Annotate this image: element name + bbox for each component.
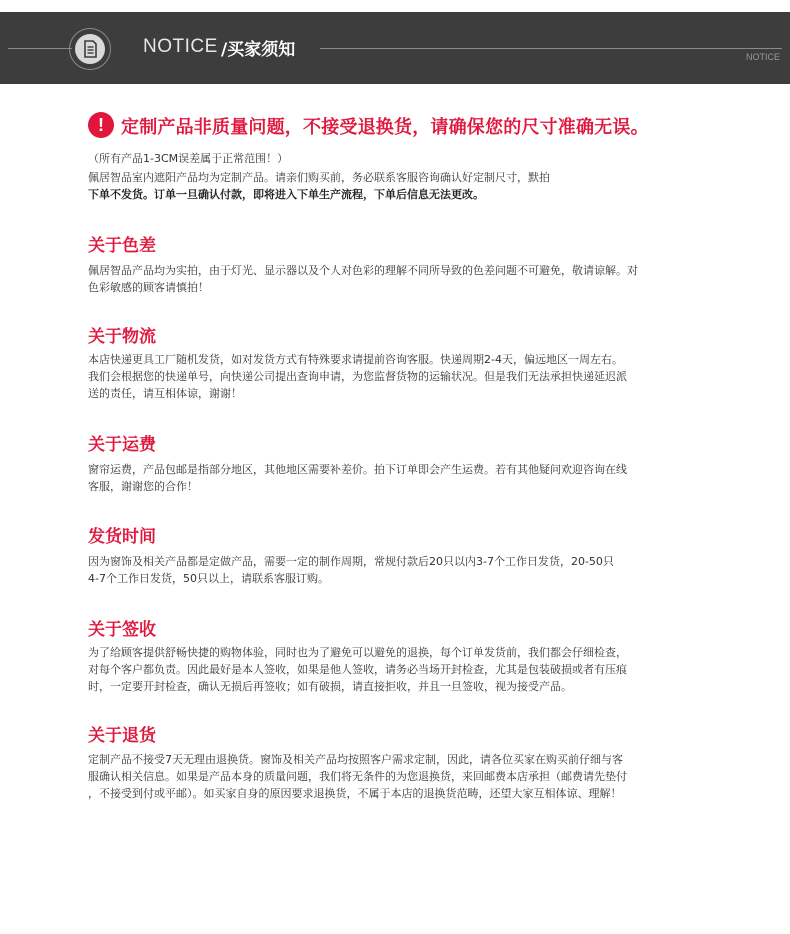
warning-body-line: 佩居智品室内遮阳产品均为定制产品。请亲们购买前，务必联系客服咨询确认好定制尺寸，默拍 (88, 171, 550, 184)
section-text-line: 为了给顾客提供舒畅快捷的购物体验，同时也为了避免可以避免的退换，每个订单发货前，我们都会仔细检查， (88, 646, 627, 659)
section-title-signing: 关于签收 (88, 620, 156, 640)
warning-note: （所有产品1-3CM误差属于正常范围！） (88, 152, 289, 165)
section-title-color: 关于色差 (88, 236, 156, 256)
section-text-line: 本店快递更具工厂随机发货，如对发货方式有特殊要求请提前咨询客服。快递周期2-4天，偏远地区一周左右。 (88, 353, 623, 366)
section-text-line: 4-7个工作日发货，50只以上，请联系客服订购。 (88, 572, 329, 585)
section-text-line: ，不接受到付或平邮）。如买家自身的原因要求退换货，不属于本店的退换货范畴，还望大家互相体谅、理解！ (88, 787, 622, 800)
section-text-line: 客服，谢谢您的合作！ (88, 480, 198, 493)
header-title-cn: /买家须知 (221, 40, 296, 60)
header-subtitle: NOTICE (745, 52, 780, 62)
section-text-line: 佩居智品产品均为实拍，由于灯光、显示器以及个人对色彩的理解不同所导致的色差问题不可避免，敬请谅解。对 (88, 264, 638, 277)
section-title-logistics: 关于物流 (88, 327, 156, 347)
section-title-delivery-time: 发货时间 (88, 527, 156, 547)
warning-text: 定制产品非质量问题，不接受退换货，请确保您的尺寸准确无误。 (121, 117, 649, 138)
header-divider-right (320, 48, 782, 49)
warning-body-line: 下单不发货。订单一旦确认付款，即将进入下单生产流程，下单后信息无法更改。 (88, 188, 484, 201)
section-text-line: 定制产品不接受7天无理由退换货。窗饰及相关产品均按照客户需求定制，因此，请各位买家在购买前仔细与客 (88, 753, 623, 766)
notice-header (0, 12, 790, 84)
section-text-line: 时，一定要开封检查，确认无损后再签收；如有破损，请直接拒收，并且一旦签收，视为接受产品。 (88, 680, 572, 693)
section-text-line: 送的责任，请互相体谅，谢谢！ (88, 387, 242, 400)
header-divider-left (8, 48, 72, 49)
section-title-returns: 关于退货 (88, 726, 156, 746)
section-text-line: 因为窗饰及相关产品都是定做产品，需要一定的制作周期，常规付款后20只以内3-7个工作日发货，20-50只 (88, 555, 614, 568)
section-title-shipping-fee: 关于运费 (88, 435, 156, 455)
section-text-line: 我们会根据您的快递单号，向快递公司提出查询申请，为您监督货物的运输状况。但是我们无法承担快递延迟派 (88, 370, 627, 383)
section-text-line: 色彩敏感的顾客请慎拍！ (88, 281, 209, 294)
header-title-en: NOTICE (143, 36, 218, 57)
exclamation-icon: ! (88, 112, 114, 138)
section-text-line: 窗帘运费，产品包邮是指部分地区，其他地区需要补差价。拍下订单即会产生运费。若有其他疑问欢迎咨询在线 (88, 463, 627, 476)
document-icon (75, 34, 105, 64)
section-text-line: 服确认相关信息。如果是产品本身的质量问题，我们将无条件的为您退换货，来回邮费本店承担（邮费请先垫付 (88, 770, 627, 783)
section-text-line: 对每个客户都负责。因此最好是本人签收，如果是他人签收，请务必当场开封检查，尤其是包装破损或者有压痕 (88, 663, 627, 676)
